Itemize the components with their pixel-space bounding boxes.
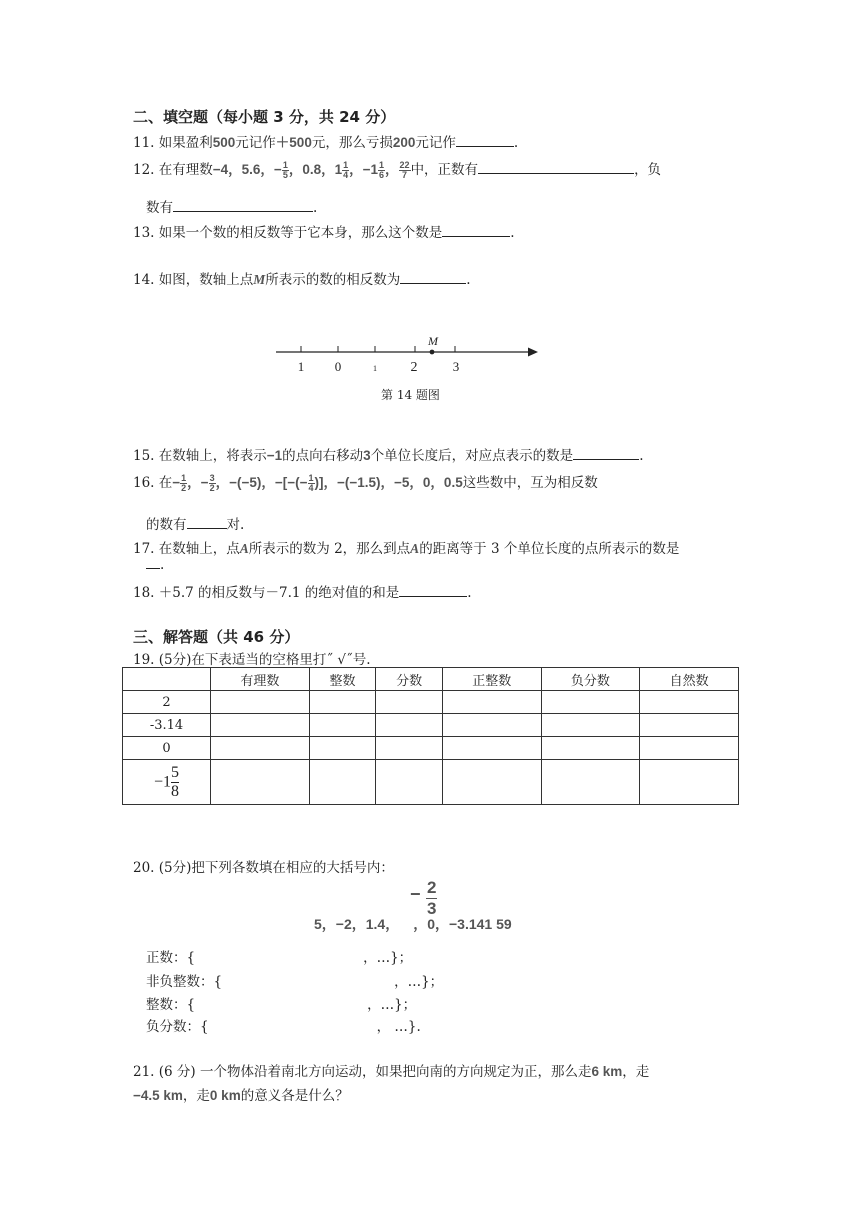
table-row <box>123 737 739 760</box>
q11-end: . <box>513 135 519 151</box>
table-cell[interactable] <box>442 737 541 760</box>
q11-text: 元，那么亏损 <box>311 135 393 151</box>
q13-end: . <box>510 225 515 241</box>
q16-text: 的数有 <box>146 517 187 533</box>
table-cell[interactable] <box>376 760 443 805</box>
table-header-cell: 自然数 <box>640 668 739 691</box>
table-cell[interactable] <box>211 760 310 805</box>
q15-text: 的点向右移动 <box>282 448 364 464</box>
table-row-label <box>123 760 211 805</box>
q21-value: −4.5 km <box>133 1088 183 1103</box>
q12-end: . <box>313 200 318 216</box>
q15-text: 个单位长度后，对应点表示的数是 <box>370 448 574 464</box>
q12-fraction: $\frac{1}{5}$ <box>282 160 288 180</box>
q11-value: ＋500 <box>275 135 312 150</box>
q15-value: −1 <box>266 448 283 463</box>
section-2-title: 二、填空题（每小题 3 分，共 24 分） <box>133 108 396 126</box>
table-cell[interactable] <box>211 737 310 760</box>
table-cell[interactable] <box>640 760 739 805</box>
question-20: 20. (5分)把下列各数填在相应的大括号内： <box>133 860 394 876</box>
q20-negative-fraction-set[interactable]: 负分数：{ ， …}. <box>146 1019 421 1035</box>
q12-number: ， <box>385 162 399 177</box>
table-cell[interactable] <box>211 691 310 714</box>
q21-text: ，走 <box>622 1064 650 1080</box>
answer-blank[interactable] <box>399 584 467 597</box>
question-17-line2 <box>146 556 164 573</box>
q16-number: )]，−(−1.5)，−5，0，0.5 <box>314 475 463 490</box>
answer-blank[interactable] <box>187 516 227 529</box>
table-header-cell: 正整数 <box>442 668 541 691</box>
question-18 <box>133 581 472 601</box>
q16-number: ，−(−5)，−[−(− <box>215 475 308 490</box>
mixed-number-whole: −1 <box>153 773 172 790</box>
q12-number: −4，5.6，− <box>212 162 282 177</box>
table-cell[interactable] <box>541 714 640 737</box>
question-12 <box>133 158 661 180</box>
question-16 <box>133 471 598 493</box>
q17-text: 的距离等于 3 个单位长度的点所表示的数是 <box>419 541 680 557</box>
q13-text: 13. 如果一个数的相反数等于它本身，那么这个数是 <box>133 225 443 241</box>
q15-end: . <box>639 448 644 464</box>
tick-label: 3 <box>452 359 460 373</box>
point-m-label: M <box>428 334 438 348</box>
q12-number: ，−1 <box>349 162 379 177</box>
q12-text: 中，正数有 <box>410 162 479 178</box>
q14-point: M <box>253 272 266 287</box>
section-3-title: 三、解答题（共 46 分） <box>133 628 300 646</box>
arrow-head-icon <box>528 348 538 357</box>
question-11 <box>133 131 518 151</box>
q11-value: 200 <box>392 135 416 150</box>
table-row-label: 2 <box>123 691 211 714</box>
answer-blank[interactable] <box>456 134 514 147</box>
answer-blank[interactable] <box>400 271 466 284</box>
answer-blank[interactable] <box>173 199 313 212</box>
q14-end: . <box>466 272 471 288</box>
q16-fraction: $\frac{3}{2}$ <box>209 473 215 493</box>
q14-text: 所表示的数的相反数为 <box>265 272 401 288</box>
table-cell[interactable] <box>442 714 541 737</box>
q16-text: 对. <box>226 517 245 533</box>
table-cell[interactable] <box>442 760 541 805</box>
question-21-line2 <box>133 1084 349 1104</box>
q15-value: 3 <box>363 448 371 463</box>
point-m-dot <box>430 350 435 355</box>
table-header-row <box>123 668 739 691</box>
answer-blank[interactable] <box>478 161 634 174</box>
table-cell[interactable] <box>640 714 739 737</box>
q20-integer-set[interactable]: 整数：{ ，…}； <box>146 997 417 1013</box>
number-line-figure <box>270 333 550 373</box>
q12-fraction: $\frac{1}{6}$ <box>379 160 385 180</box>
q17-text: 所表示的数为 2，那么到点 <box>248 541 411 557</box>
q21-value: 6 km <box>591 1064 623 1079</box>
q15-text: 15. 在数轴上，将表示 <box>133 448 267 464</box>
q16-number: − <box>172 475 181 490</box>
q16-fraction: $\frac{1}{2}$ <box>181 473 187 493</box>
q14-text: 14. 如图，数轴上点 <box>133 272 254 288</box>
figure-caption: 第 14 题图 <box>381 388 440 402</box>
q11-text: 元记作 <box>415 135 456 151</box>
q17-point: A <box>410 541 420 556</box>
tick-label: 0 <box>334 359 342 373</box>
table-cell[interactable] <box>376 737 443 760</box>
q20-positive-set[interactable]: 正数：{ ，…}； <box>146 950 413 966</box>
table-cell[interactable] <box>442 691 541 714</box>
table-cell[interactable] <box>309 760 376 805</box>
q21-text: ，走 <box>182 1088 210 1104</box>
answer-blank[interactable] <box>573 447 639 460</box>
q11-text: 11. 如果盈利 <box>133 135 213 151</box>
q21-value: 0 km <box>209 1088 241 1103</box>
question-16-line2 <box>146 513 244 533</box>
table-row <box>123 760 739 805</box>
q11-value: 500 <box>212 135 236 150</box>
table-row-label: 0 <box>123 737 211 760</box>
table-row-label: -3.14 <box>123 714 211 737</box>
question-13 <box>133 221 515 241</box>
mixed-number-fraction: $\frac{5}{8}$ <box>171 763 180 800</box>
q16-fraction: $\frac{1}{4}$ <box>308 473 314 493</box>
q20-nonnegative-integer-set[interactable]: 非负整数：{ ，…}； <box>146 974 444 990</box>
q16-text: 这些数中，互为相反数 <box>462 475 598 491</box>
answer-blank[interactable] <box>146 556 160 569</box>
q20-fraction: 2 3 <box>427 878 437 918</box>
table-cell[interactable] <box>309 691 376 714</box>
q16-number: ，− <box>187 475 209 490</box>
q20-numbers: 5，−2，1.4， ，0，−3.141 59 <box>314 916 512 932</box>
question-12-line2 <box>146 196 317 216</box>
table-cell[interactable] <box>541 691 640 714</box>
question-14 <box>133 268 471 288</box>
table-header-cell <box>123 668 211 691</box>
table-header-cell: 分数 <box>376 668 443 691</box>
q12-number: ，0.8，1 <box>288 162 343 177</box>
table-cell[interactable] <box>376 714 443 737</box>
q17-text: 17. 在数轴上，点 <box>133 541 240 557</box>
table-cell[interactable] <box>541 760 640 805</box>
table-header-cell: 有理数 <box>211 668 310 691</box>
answer-blank[interactable] <box>442 224 510 237</box>
table-header-cell: 整数 <box>309 668 376 691</box>
q21-text: 的意义各是什么？ <box>240 1088 349 1104</box>
table-row <box>123 714 739 737</box>
q12-fraction: $\frac{22}{7}$ <box>399 160 410 180</box>
q20-fraction-sign: − <box>410 884 421 904</box>
q11-text: 元记作 <box>235 135 276 151</box>
tick-label: 1 <box>297 359 305 373</box>
question-17 <box>133 537 679 557</box>
table-cell[interactable] <box>211 714 310 737</box>
table-cell[interactable] <box>309 714 376 737</box>
tick-label: 2 <box>410 360 418 373</box>
tick-label: 1 <box>373 364 377 373</box>
q17-point: A <box>239 541 249 556</box>
table-cell[interactable] <box>376 691 443 714</box>
table-cell[interactable] <box>640 737 739 760</box>
q12-text: 数有 <box>146 200 173 216</box>
q16-text: 16. 在 <box>133 475 173 491</box>
q12-text: ，负 <box>634 162 662 178</box>
question-21 <box>133 1060 649 1080</box>
table-header-cell: 负分数 <box>541 668 640 691</box>
q17-end: . <box>160 557 165 573</box>
table-cell[interactable] <box>640 691 739 714</box>
question-15 <box>133 444 643 464</box>
q21-text: 21. (6 分) 一个物体沿着南北方向运动，如果把向南的方向规定为正，那么走 <box>133 1064 592 1080</box>
q18-end: . <box>467 585 472 601</box>
table-row <box>123 691 739 714</box>
table-cell[interactable] <box>309 737 376 760</box>
q12-text: 12. 在有理数 <box>133 162 213 178</box>
question-19: 19. (5分)在下表适当的空格里打˝ √˝号. <box>133 652 371 668</box>
classification-table <box>122 667 739 805</box>
q12-fraction: $\frac{1}{4}$ <box>343 160 349 180</box>
table-cell[interactable] <box>541 737 640 760</box>
q18-text: 18. ＋5.7 的相反数与－7.1 的绝对值的和是 <box>133 585 400 601</box>
